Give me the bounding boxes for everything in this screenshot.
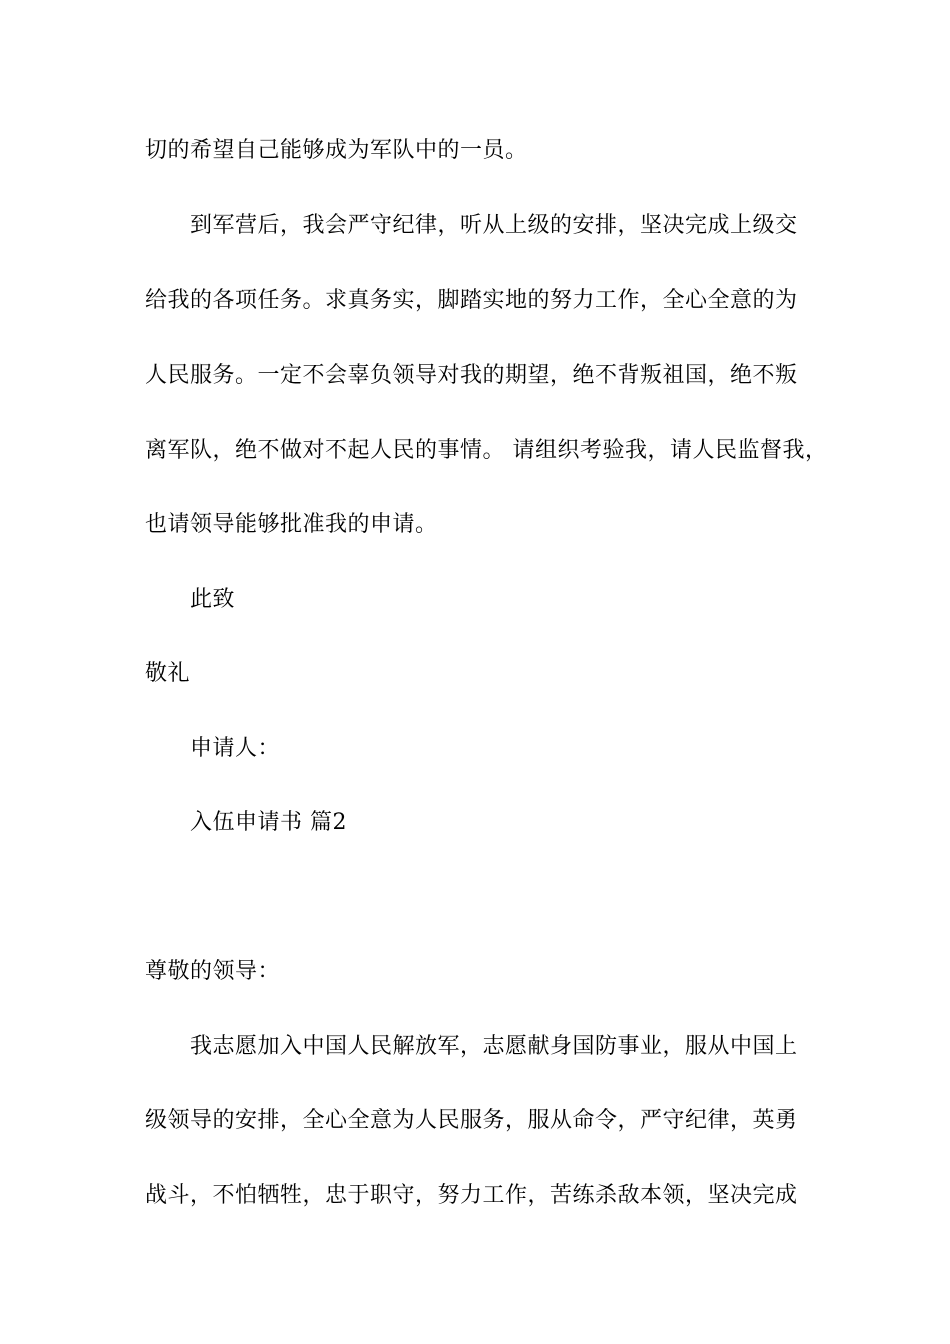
paragraph-line: 战斗，不怕牺牲，忠于职守，努力工作，苦练杀敌本领，坚决完成 bbox=[145, 1183, 798, 1208]
paragraph-line: 切的希望自己能够成为军队中的一员。 bbox=[145, 138, 528, 163]
paragraph-line: 我志愿加入中国人民解放军，志愿献身国防事业，服从中国上 bbox=[190, 1034, 798, 1059]
paragraph-line: 级领导的安排，全心全意为人民服务，服从命令，严守纪律，英勇 bbox=[145, 1108, 798, 1133]
paragraph-line: 也请领导能够批准我的申请。 bbox=[145, 512, 438, 537]
applicant-label: 申请人： bbox=[190, 736, 281, 761]
paragraph-line: 人民服务。一定不会辜负领导对我的期望，绝不背叛祖国，绝不叛 bbox=[145, 363, 798, 388]
closing-salutation: 此致 bbox=[190, 587, 236, 612]
closing-regards: 敬礼 bbox=[145, 661, 191, 686]
salutation: 尊敬的领导： bbox=[145, 959, 281, 984]
paragraph-line: 给我的各项任务。求真务实，脚踏实地的努力工作，全心全意的为 bbox=[145, 288, 798, 313]
paragraph-line: 到军营后，我会严守纪律，听从上级的安排，坚决完成上级交 bbox=[190, 213, 798, 238]
section-heading: 入伍申请书 篇2 bbox=[190, 810, 347, 835]
paragraph-line: 离军队，绝不做对不起人民的事情。 请组织考验我，请人民监督我， bbox=[145, 438, 828, 463]
